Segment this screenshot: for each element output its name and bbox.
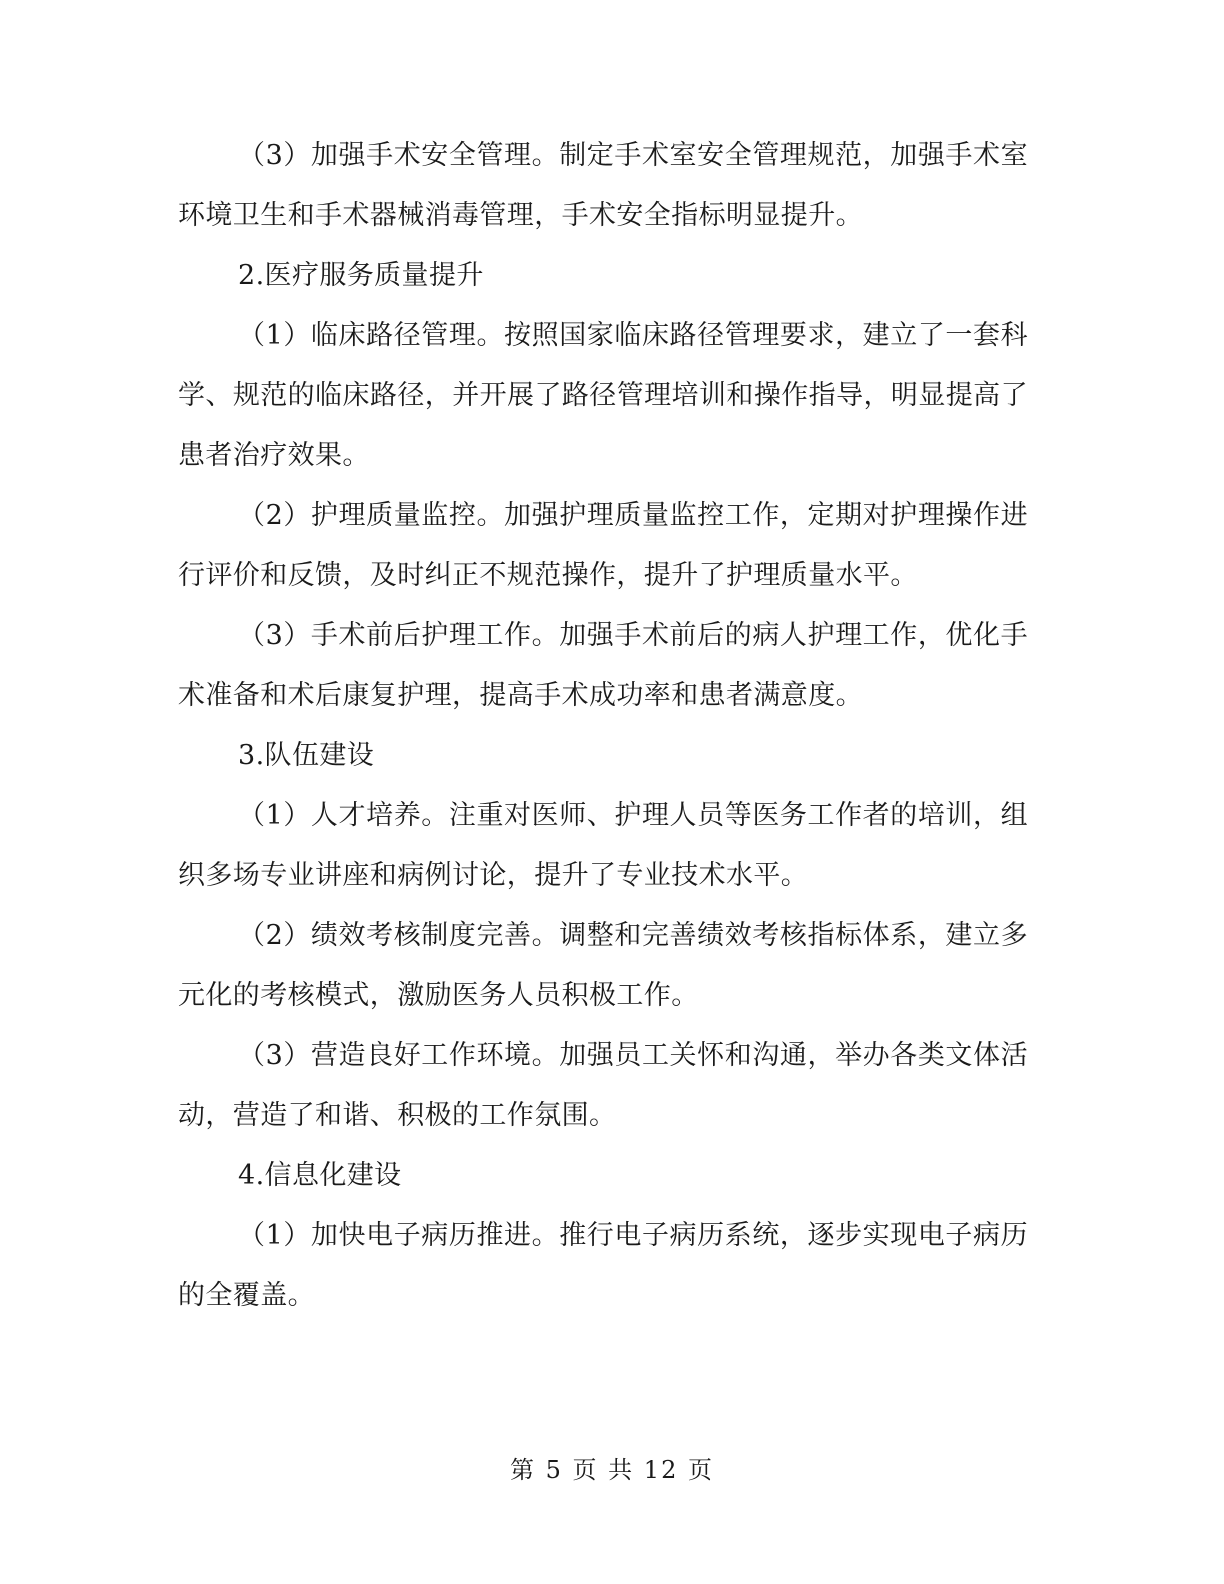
paragraph-nursing-quality: （2）护理质量监控。加强护理质量监控工作，定期对护理操作进行评价和反馈，及时纠正不规范操作，提升了护理质量水平。 [178, 500, 1028, 591]
paragraph-work-environment: （3）营造良好工作环境。加强员工关怀和沟通，举办各类文体活动，营造了和谐、积极的工作氛围。 [178, 1040, 1028, 1131]
document-body [178, 126, 1028, 1326]
paragraph-talent-training: （1）人才培养。注重对医师、护理人员等医务工作者的培训，组织多场专业讲座和病例讨论，提升了专业技术水平。 [178, 800, 1028, 891]
paragraph-perioperative-care: （3）手术前后护理工作。加强手术前后的病人护理工作，优化手术准备和术后康复护理，提高手术成功率和患者满意度。 [178, 620, 1028, 711]
paragraph-electronic-records: （1）加快电子病历推进。推行电子病历系统，逐步实现电子病历的全覆盖。 [178, 1220, 1028, 1311]
paragraph-clinical-pathway: （1）临床路径管理。按照国家临床路径管理要求，建立了一套科学、规范的临床路径，并开展了路径管理培训和操作指导，明显提高了患者治疗效果。 [178, 320, 1028, 471]
section-heading-informatization: 4.信息化建设 [238, 1160, 402, 1191]
section-heading-team-building: 3.队伍建设 [238, 740, 375, 771]
paragraph-surgery-safety: （3）加强手术安全管理。制定手术室安全管理规范，加强手术室环境卫生和手术器械消毒管理，手术安全指标明显提升。 [178, 140, 1028, 231]
paragraph-performance-assessment: （2）绩效考核制度完善。调整和完善绩效考核指标体系，建立多元化的考核模式，激励医务人员积极工作。 [178, 920, 1028, 1011]
section-heading-service-quality: 2.医疗服务质量提升 [238, 260, 484, 291]
page-number-footer: 第 5 页 共 12 页 [510, 1456, 714, 1484]
